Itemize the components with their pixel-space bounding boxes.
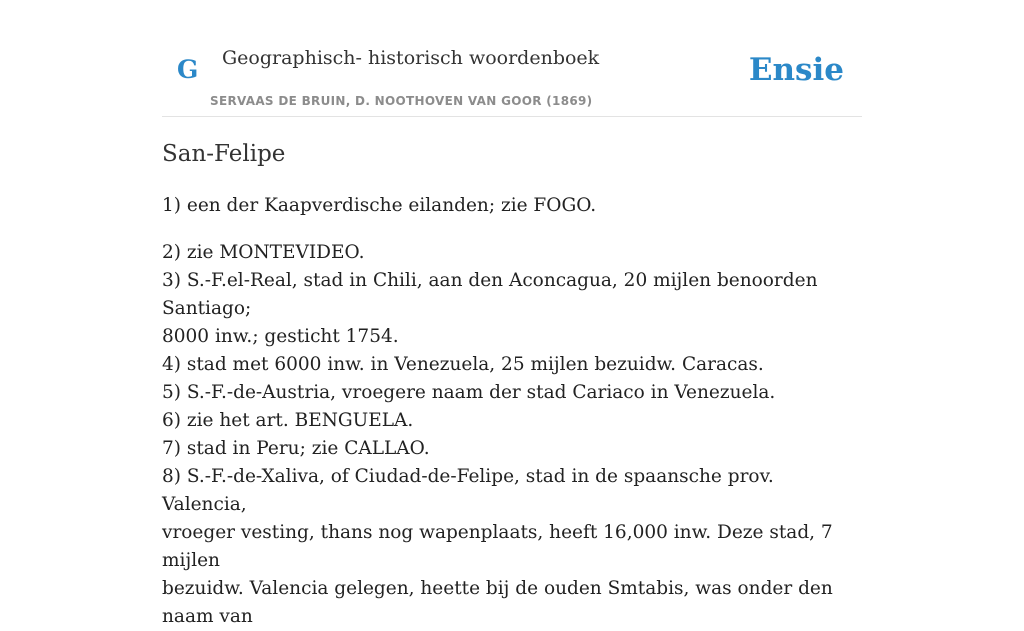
entry-line: vroeger vesting, thans nog wapenplaats, heeft 16,000 inw. Deze stad, 7 mijlen: [162, 522, 833, 571]
entry-line: 3) S.-F.el-Real, stad in Chili, aan den Aconcagua, 20 mijlen benoorden Santiago;: [162, 270, 818, 319]
entry-line: 7) stad in Peru; zie CALLAO.: [162, 438, 430, 459]
entry-line: 2) zie MONTEVIDEO.: [162, 242, 365, 263]
entry-line: 6) zie het art. BENGUELA.: [162, 410, 414, 431]
header: [162, 0, 862, 117]
dictionary-logo[interactable]: G: [177, 55, 199, 84]
entry-line: 4) stad met 6000 inw. in Venezuela, 25 mijlen bezuidw. Caracas.: [162, 354, 764, 375]
entry-line: 5) S.-F.-de-Austria, vroegere naam der stad Cariaco in Venezuela.: [162, 382, 776, 403]
entry-line: 8000 inw.; gesticht 1754.: [162, 326, 399, 347]
entry-title: San-Felipe: [162, 141, 286, 167]
entry-line: 8) S.-F.-de-Xaliva, of Ciudad-de-Felipe, stad in de spaansche prov. Valencia,: [162, 466, 774, 515]
entry-paragraph: [162, 239, 862, 631]
entry-content: [162, 192, 862, 631]
dictionary-title[interactable]: Geographisch- historisch woordenboek: [222, 47, 600, 69]
ensie-logo[interactable]: Ensie: [748, 52, 844, 88]
dictionary-authors: SERVAAS DE BRUIN, D. NOOTHOVEN VAN GOOR (1869): [210, 94, 593, 108]
entry-line: bezuidw. Valencia gelegen, heette bij de ouden Smtabis, was onder den naam van: [162, 578, 833, 627]
entry-paragraph: 1) een der Kaapverdische eilanden; zie FOGO.: [162, 195, 597, 216]
